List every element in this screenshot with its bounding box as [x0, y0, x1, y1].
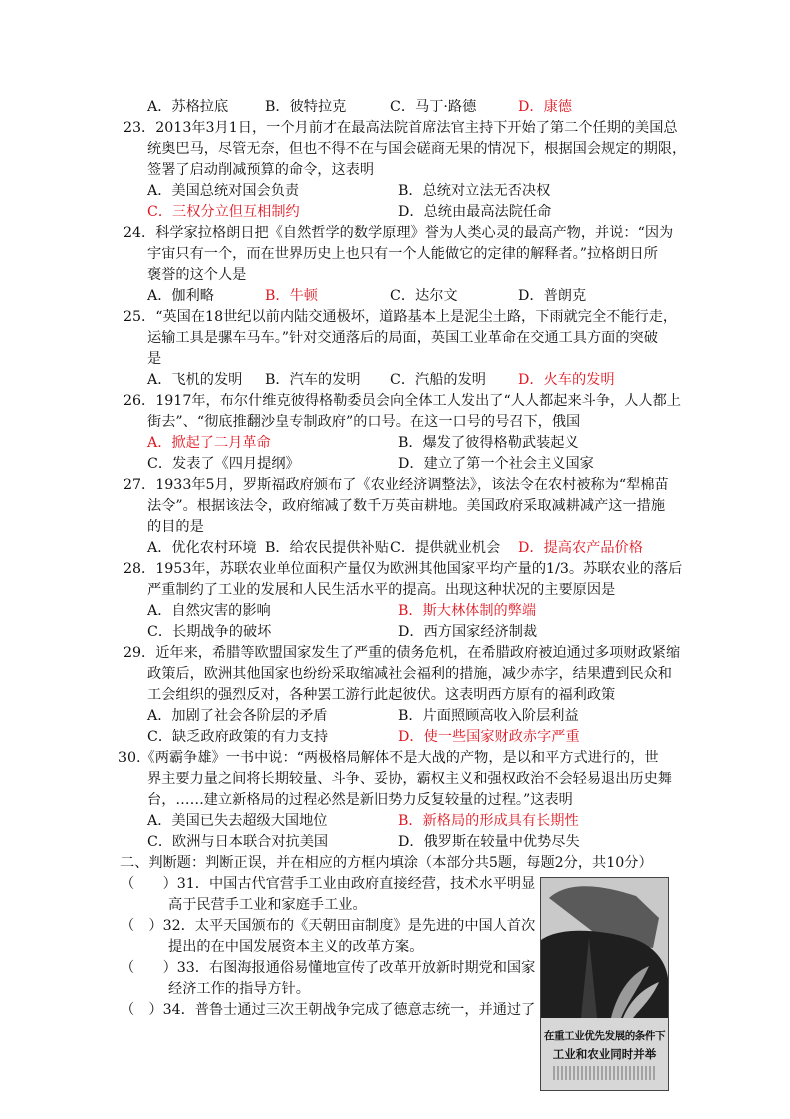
q27-option-b: B．给农民提供补贴: [265, 540, 389, 556]
q23-option-d: D．总统由最高法院任命: [398, 204, 552, 220]
q29-option-a: A．加剧了社会各阶层的矛盾: [147, 708, 328, 724]
judge-32-line-1: （ ）32．太平天国颁布的《天朝田亩制度》是先进的中国人首次: [120, 918, 536, 934]
q25-stem-line-1: 25．“英国在18世纪以前内陆交通极坏，道路基本上是泥尘土路，下雨就完全不能行走，: [123, 309, 678, 325]
q24-stem-line-2: 宇宙只有一个，而在世界历史上也只有一个人能做它的定律的解释者。”拉格朗日所: [147, 246, 658, 262]
judge-32-line-2: 提出的在中国发展资本主义的改革方案。: [168, 939, 424, 955]
q24-stem-line-1: 24．科学家拉格朗日把《自然哲学的数学原理》誉为人类心灵的最高产物，并说：“因为: [123, 225, 674, 241]
q28-option-a: A．自然灾害的影响: [147, 603, 271, 619]
q28-option-d: D．西方国家经济制裁: [398, 624, 538, 640]
q24-option-b-answer: B．牛顿: [265, 288, 318, 304]
q22-option-b: B．彼特拉克: [265, 99, 347, 115]
q29-option-b: B．片面照顾高收入阶层利益: [398, 708, 579, 724]
q27-stem-line-3: 的目的是: [147, 519, 204, 535]
q30-stem-line-2: 界主要力量之间将长期较量、斗争、妥协，霸权主义和强权政治不会轻易退出历史舞: [147, 771, 672, 787]
q25-stem-line-2: 运输工具是骡车马车。”针对交通落后的局面，英国工业革命在交通工具方面的突破: [147, 330, 658, 346]
q28-stem-line-1: 28．1953年，苏联农业单位面积产量仅为欧洲其他国家平均产量的1/3。苏联农业的落后: [123, 561, 683, 577]
q24-option-d: D．普朗克: [518, 288, 587, 304]
q22-option-d-answer: D．康德: [518, 99, 572, 115]
q28-option-c: C．长期战争的破坏: [147, 624, 272, 640]
q29-stem-line-3: 工会组织的强烈反对，各种罢工游行此起彼伏。这表明西方原有的福利政策: [147, 687, 616, 703]
q23-option-c-answer: C．三权分立但互相制约: [147, 204, 300, 220]
judge-31-line-1: （ ）31．中国古代官营手工业由政府直接经营，技术水平明显: [120, 876, 536, 892]
judge-34-line-1: （ ）34．普鲁士通过三次王朝战争完成了德意志统一，并通过了: [120, 1002, 536, 1018]
q27-option-a: A．优化农村环境: [147, 540, 257, 556]
poster-caption-line-2: 工业和农业同时并举: [552, 1047, 657, 1061]
q27-option-c: C．提供就业机会: [390, 540, 501, 556]
q25-option-b: B．汽车的发明: [265, 372, 361, 388]
q30-option-d: D．俄罗斯在较量中优势尽失: [398, 834, 580, 850]
judge-31-line-2: 高于民营手工业和家庭手工业。: [168, 897, 367, 913]
q30-option-c: C．欧洲与日本联合对抗美国: [147, 834, 329, 850]
q23-stem-line-2: 统奥巴马，尽管无奈，但也不得不在与国会磋商无果的情况下，根据国会规定的期限，: [147, 141, 687, 157]
q27-option-d-answer: D．提高农产品价格: [518, 540, 643, 556]
q23-option-b: B．总统对立法无否决权: [398, 183, 551, 199]
q23-stem-line-1: 23．2013年3月1日，一个月前才在最高法院首席法官主持下开始了第二个任期的美国总: [123, 120, 678, 136]
q29-stem-line-1: 29．近年来，希腊等欧盟国家发生了严重的债务危机，在希腊政府被迫通过多项财政紧缩: [123, 645, 681, 661]
q30-option-a: A．美国已失去超级大国地位: [147, 813, 328, 829]
q26-option-b: B．爆发了彼得格勒武装起义: [398, 435, 579, 451]
q29-stem-line-2: 政策后，欧洲其他国家也纷纷采取缩减社会福利的措施，减少赤字，结果遭到民众和: [147, 666, 672, 682]
q25-stem-line-3: 是: [147, 351, 162, 367]
judge-33-line-1: （ ）33．右图海报通俗易懂地宣传了改革开放新时期党和国家: [120, 960, 536, 976]
q26-stem-line-1: 26．1917年，布尔什维克彼得格勒委员会向全体工人发出了“人人都起来斗争，人人都上: [123, 393, 681, 409]
q25-option-a: A．飞机的发明: [147, 372, 243, 388]
propaganda-poster-image: [540, 877, 669, 1091]
q25-option-d-answer: D．火车的发明: [518, 372, 615, 388]
q30-stem-line-1: 30.《两霸争雄》一书中说：“两极格局解体不是大战的产物，是以和平方式进行的，世: [118, 750, 659, 766]
q30-stem-line-3: 台，……建立新格局的过程必然是新旧势力反复较量的过程。”这表明: [147, 792, 573, 808]
section-2-header: 二、判断题：判断正误，并在相应的方框内填涂（本部分共5题，每题2分，共10分）: [120, 855, 653, 871]
q23-stem-line-3: 签署了启动削减预算的命令，这表明: [147, 162, 375, 178]
judge-33-line-2: 经济工作的指导方针。: [168, 981, 310, 997]
q28-stem-line-2: 严重制约了工业的发展和人民生活水平的提高。出现这种状况的主要原因是: [147, 582, 616, 598]
q24-stem-line-3: 褒誉的这个人是: [147, 267, 247, 283]
q24-option-c: C．达尔文: [390, 288, 458, 304]
q30-option-b-answer: B．新格局的形成具有长期性: [398, 813, 579, 829]
poster-caption-line-1: 在重工业优先发展的条件下: [543, 1030, 666, 1042]
q28-option-b-answer: B．斯大林体制的弊端: [398, 603, 537, 619]
q22-option-a: A．苏格拉底: [147, 99, 229, 115]
q26-stem-line-2: 街去”、“彻底推翻沙皇专制政府”的口号。在这一口号的号召下，俄国: [147, 414, 581, 430]
q27-stem-line-2: 法令”。根据该法令，政府缩减了数千万英亩耕地。美国政府采取减耕减产这一措施: [147, 498, 666, 514]
q26-option-d: D．建立了第一个社会主义国家: [398, 456, 594, 472]
q24-option-a: A．伽利略: [147, 288, 214, 304]
q23-option-a: A．美国总统对国会负责: [147, 183, 300, 199]
q22-option-c: C．马丁·路德: [390, 99, 477, 115]
q26-option-a-answer: A．掀起了二月革命: [147, 435, 271, 451]
q29-option-d-answer: D．使一些国家财政赤字严重: [398, 729, 580, 745]
q27-stem-line-1: 27．1933年5月，罗斯福政府颁布了《农业经济调整法》，该法令在农村被称为“犁棉苗: [123, 477, 669, 493]
q25-option-c: C．汽船的发明: [390, 372, 486, 388]
q26-option-c: C．发表了《四月提纲》: [147, 456, 300, 472]
q29-option-c: C．缺乏政府政策的有力支持: [147, 729, 329, 745]
poster-small-print: [553, 1066, 656, 1080]
